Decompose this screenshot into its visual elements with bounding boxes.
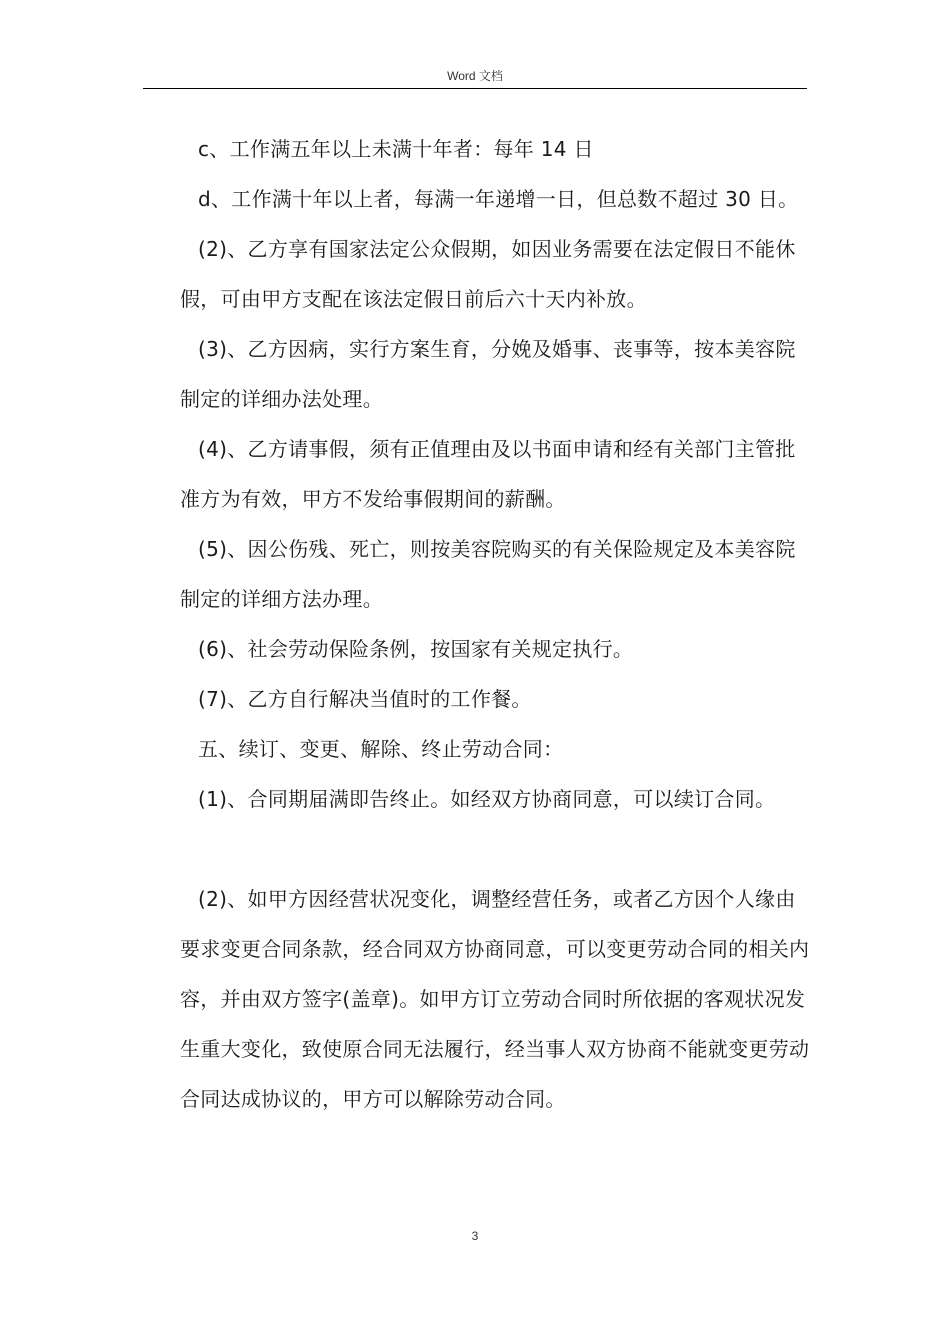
- paragraph-personal-leave: (4)、乙方请事假，须有正值理由及以书面申请和经有关部门主管批准方为有效，甲方不发给事假期间的薪酬。: [180, 437, 796, 511]
- paragraph-leave-five-years: c、工作满五年以上未满十年者：每年 14 日: [198, 137, 594, 161]
- page-header: Word 文档: [447, 69, 503, 83]
- paragraph-sick-leave: (3)、乙方因病，实行方案生育，分娩及婚事、丧事等，按本美容院制定的详细办法处理。: [180, 337, 796, 411]
- section-heading-contract: 五、续订、变更、解除、终止劳动合同：: [198, 737, 564, 761]
- paragraph-public-holidays: (2)、乙方享有国家法定公众假期，如因业务需要在法定假日不能休假，可由甲方支配在该法定假日前后六十天内补放。: [180, 237, 796, 311]
- paragraph-contract-expiry: (1)、合同期届满即告终止。如经双方协商同意，可以续订合同。: [198, 787, 776, 811]
- document-body: [180, 124, 810, 1124]
- paragraph-contract-change: (2)、如甲方因经营状况变化，调整经营任务，或者乙方因个人缘由要求变更合同条款，经合同双方协商同意，可以变更劳动合同的相关内容，并由双方签字(盖章)。如甲方订立劳动合同时所依据的客观状况发生重大变化，致使原合同无法履行，经当事人双方协商不能就变更劳动合同达成协议的，甲方可以解除劳动合同。: [180, 887, 810, 1111]
- paragraph-leave-ten-years: d、工作满十年以上者，每满一年递增一日，但总数不超过 30 日。: [198, 187, 799, 211]
- page-number: 3: [471, 1229, 479, 1243]
- header-rule: [143, 88, 807, 89]
- paragraph-work-injury: (5)、因公伤残、死亡，则按美容院购买的有关保险规定及本美容院制定的详细方法办理。: [180, 537, 796, 611]
- paragraph-meals: (7)、乙方自行解决当值时的工作餐。: [198, 687, 532, 711]
- paragraph-social-insurance: (6)、社会劳动保险条例，按国家有关规定执行。: [198, 637, 634, 661]
